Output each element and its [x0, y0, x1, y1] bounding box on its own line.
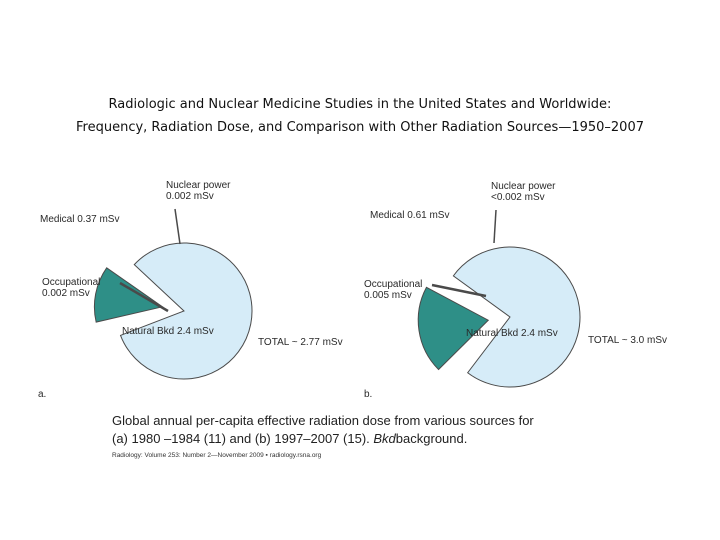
- chart-1-label-natural: [466, 328, 558, 339]
- chart-1-panel-letter: b.: [364, 389, 373, 400]
- caption-line-2-text: (a) 1980 –1984 (11) and (b) 1997–2007 (15).: [112, 431, 374, 446]
- chart-0-label-nuclear: [166, 180, 231, 202]
- chart-0-slice-nuclear: [175, 209, 180, 244]
- chart-0-label-occupational-line: 0.002 mSv: [42, 288, 90, 299]
- chart-1-label-occupational-line: 0.005 mSv: [364, 290, 412, 301]
- caption-abbrev-meaning: background.: [395, 431, 468, 446]
- chart-1-label-occupational: [364, 279, 422, 301]
- chart-0-panel-letter: a.: [38, 389, 47, 400]
- caption-line-1: Global annual per-capita effective radiation dose from various sources for: [112, 413, 534, 428]
- chart-0-label-nuclear-line: Nuclear power: [166, 180, 231, 191]
- title-line-2: Frequency, Radiation Dose, and Comparison with Other Radiation Sources—1950–2007: [76, 120, 644, 135]
- chart-1-label-total-line: TOTAL ~ 3.0 mSv: [588, 335, 668, 346]
- chart-1-label-nuclear: [491, 181, 556, 203]
- caption-line-2: [112, 430, 592, 448]
- chart-0-label-occupational: [42, 277, 100, 299]
- chart-0-label-medical-line: Medical 0.37 mSv: [40, 214, 120, 225]
- chart-1-label-medical-line: Medical 0.61 mSv: [370, 210, 450, 221]
- chart-1-label-occupational-line: Occupational: [364, 279, 423, 290]
- title-line-1: Radiologic and Nuclear Medicine Studies in the United States and Worldwide:: [108, 97, 612, 112]
- chart-0-label-medical: [40, 214, 119, 225]
- chart-1-slice-nuclear: [494, 210, 496, 243]
- chart-1-label-medical: [370, 210, 449, 221]
- chart-0-label-nuclear-line: 0.002 mSv: [166, 191, 214, 202]
- chart-0-label-occupational-line: Occupational: [42, 277, 101, 288]
- chart-0-label-natural-line: Natural Bkd 2.4 mSv: [122, 326, 214, 337]
- chart-0-label-total: [258, 337, 343, 348]
- caption-abbrev: Bkd: [373, 431, 396, 446]
- citation: Radiology: Volume 253: Number 2—November 2009 ▪ radiology.rsna.org: [112, 452, 322, 459]
- chart-1-label-natural-line: Natural Bkd 2.4 mSv: [466, 328, 558, 339]
- chart-1-label-total: [588, 335, 667, 346]
- chart-1-label-nuclear-line: Nuclear power: [491, 181, 556, 192]
- chart-0-label-total-line: TOTAL ~ 2.77 mSv: [258, 337, 343, 348]
- chart-1-label-nuclear-line: <0.002 mSv: [491, 192, 545, 203]
- chart-0-label-natural: [122, 326, 214, 337]
- figure-caption: [112, 412, 592, 448]
